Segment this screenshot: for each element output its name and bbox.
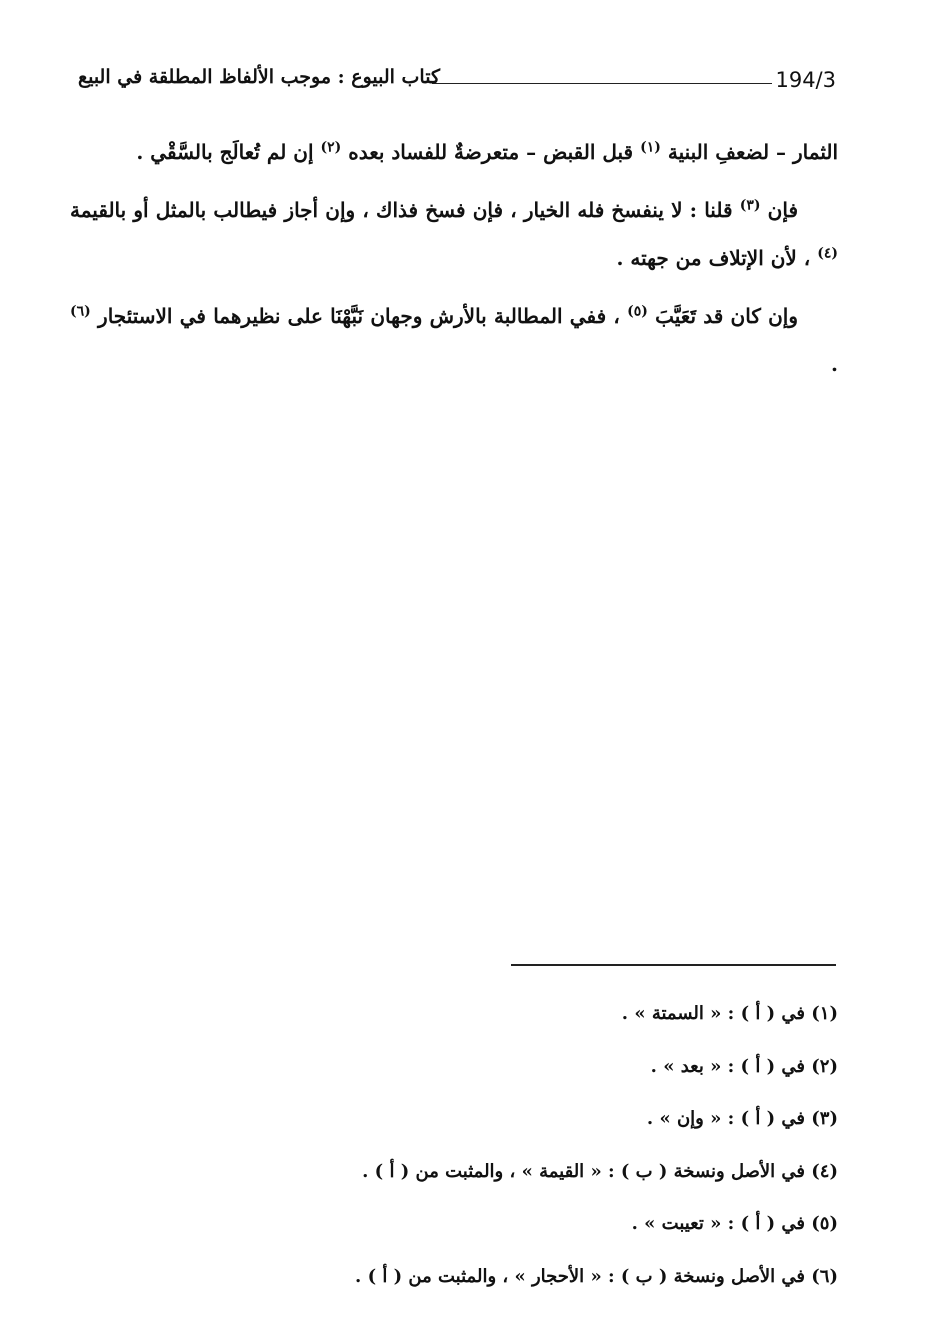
footnote-reference: (٥)	[627, 303, 648, 320]
paragraph	[70, 186, 838, 282]
footnotes	[300, 994, 838, 1309]
footnote: (٢) في ( أ ) : « بعد » .	[650, 1055, 838, 1077]
paragraph-text: قبل القبض – متعرضةٌ للفساد بعده	[348, 140, 634, 164]
footnote: (١) في ( أ ) : « السمتة » .	[621, 1003, 838, 1024]
paragraph-text: قلنا : لا ينفسخ فله الخيار ، فإن فسخ فذاك ، وإن أجاز فيطالب بالمثل أو بالقيمة	[70, 198, 733, 222]
footnote-reference: (٦)	[70, 303, 91, 320]
paragraph	[70, 128, 838, 176]
header-rule	[432, 83, 772, 84]
footnote-separator	[511, 964, 836, 966]
footnote: (٥) في ( أ ) : « تعيبت » .	[631, 1213, 838, 1234]
paragraph-text: ، لأن الإتلاف من جهته .	[616, 246, 811, 270]
footnote-reference: (١)	[640, 139, 661, 156]
footnote-reference: (٣)	[739, 197, 761, 214]
paragraph-text: فإن	[767, 198, 798, 222]
paragraph-text: إن لم تُعالَج بالسَّقْي .	[136, 140, 314, 164]
footnote-reference: (٢)	[320, 139, 342, 156]
paragraph-text: وإن كان قد تَعَيَّبَ	[655, 304, 799, 328]
footnote-reference: (٤)	[817, 245, 838, 262]
chapter-title: كتاب البيوع : موجب الألفاظ المطلقة في البيع	[77, 66, 440, 88]
page-number: 194/3	[775, 68, 836, 92]
running-header	[68, 66, 840, 102]
paragraph-text: .	[831, 352, 838, 376]
main-text	[70, 128, 838, 398]
paragraph	[70, 292, 838, 388]
footnote: (٤) في الأصل ونسخة ( ب ) : « القيمة » ، والمثبت من ( أ ) .	[362, 1160, 838, 1182]
footnote: (٣) في ( أ ) : « وإن » .	[646, 1108, 838, 1129]
footnote: (٦) في الأصل ونسخة ( ب ) : « الأحجار » ، والمثبت من ( أ ) .	[355, 1265, 838, 1287]
paragraph-text: الثمار – لضعفِ البنية	[667, 140, 838, 164]
paragraph-text: ، ففي المطالبة بالأرش وجهان نَبَّهْنَا على نظيرهما في الاستئجار	[98, 304, 620, 328]
